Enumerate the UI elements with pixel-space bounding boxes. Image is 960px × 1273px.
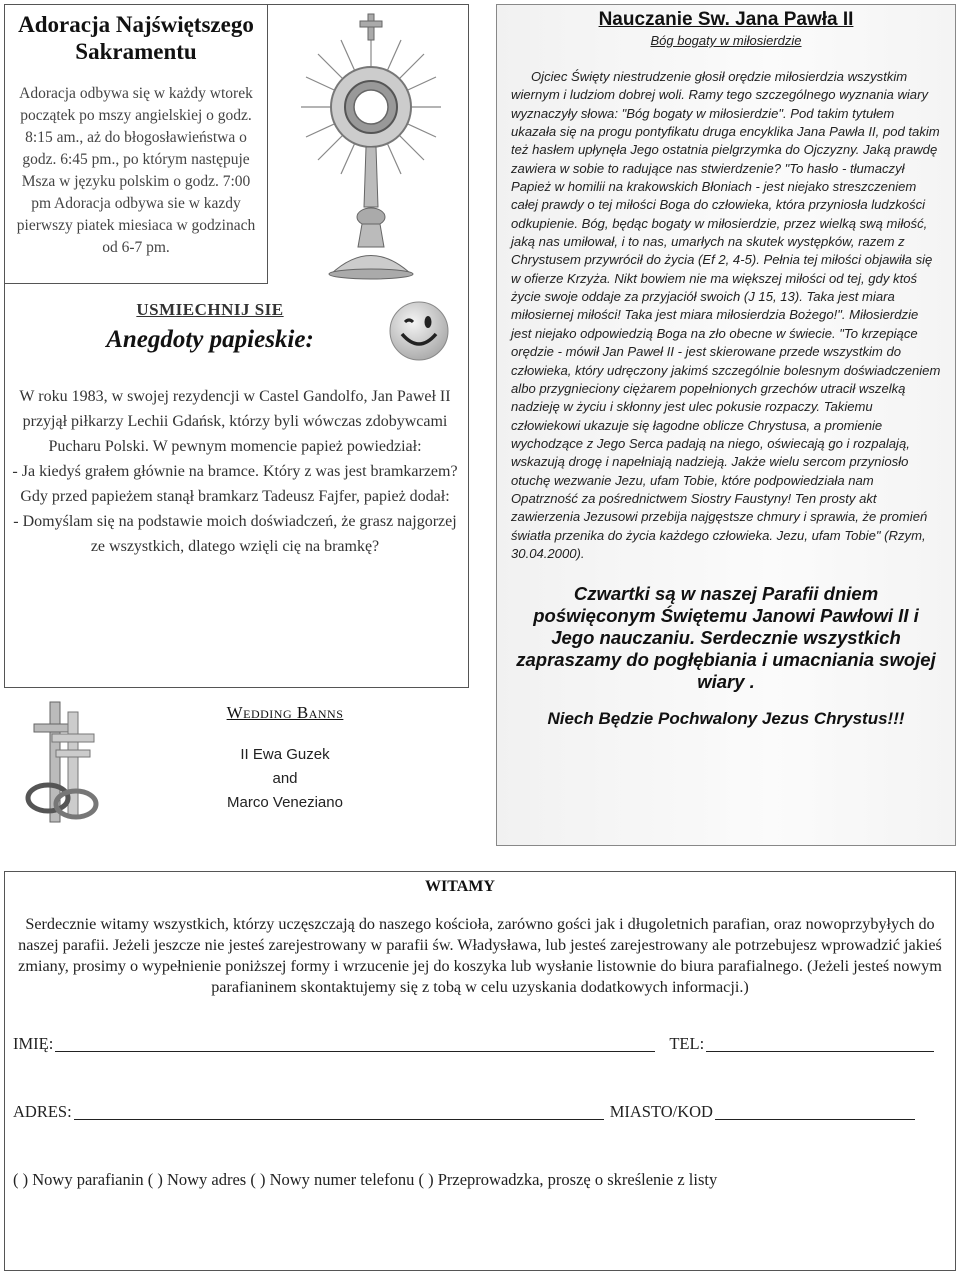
- welcome-text: Serdecznie witamy wszystkich, którzy uczęszczają do naszego kościoła, zarówno gości jak i długoletnich parafian, oraz nowoprzybyłych do naszej parafii. Jeżeli jeszcze nie jesteś zarejestrowany w parafii św. Władysława, lub jesteś zarejestrowany ale potrzebujesz wprowadzić jakieś zmiany, prosimy o wypełnienie poniższej formy i wrzucenie jej do koszyka lub wysłanie listownie do biura parafialnego. (Jeżeli jesteś nowym parafianinem skontaktujemy się z tobą w celu uzyskania dodatkowych informacji.): [18, 915, 942, 996]
- joke-paragraph: - Domyślam się na podstawie moich doświadczeń, że grasz najgorzej ze wszystkich, dlatego wzięli cię na bramkę?: [13, 513, 457, 555]
- adoration-text: Adoracja odbywa się w każdy wtorek początek po mszy angielskiej o godz. 8:15 am., aż do błogosławieństwa o godz. 6:45 pm., po którym następuje Msza w języku polskim o godz. 7:00 pm Adoracja odbywa sie w kazdy pierwszy piatek miesiaca w godzinach od 6-7 pm.: [16, 85, 256, 256]
- joke-title: USMIECHNIJ SIE: [136, 300, 284, 319]
- options-text[interactable]: ( ) Nowy parafianin ( ) Nowy adres ( ) Nowy numer telefonu ( ) Przeprowadzka, proszę o skreślenie z listy: [13, 1170, 718, 1189]
- city-label: MIASTO/KOD: [609, 1102, 713, 1121]
- city-field[interactable]: [715, 1102, 915, 1120]
- smiley-icon: [388, 300, 450, 362]
- address-city-row: [13, 1102, 921, 1122]
- name-field[interactable]: [55, 1034, 655, 1052]
- teaching-blessing: Niech Będzie Pochwalony Jezus Chrystus!!!: [547, 709, 905, 729]
- cross-rings-image: [20, 700, 110, 830]
- name-label: IMIĘ:: [13, 1034, 54, 1053]
- address-field[interactable]: [74, 1102, 604, 1120]
- banns-line: Marco Veneziano: [227, 794, 343, 811]
- banns-title: Wedding Banns: [226, 703, 344, 722]
- teaching-title: Nauczanie Sw. Jana Pawła II: [598, 9, 854, 30]
- monstrance-image: [296, 12, 446, 280]
- joke-subtitle: Anegdoty papieskie:: [106, 326, 314, 353]
- teaching-closing: Czwartki są w naszej Parafii dniem poświęconym Świętemu Janowi Pawłowi II i Jego nauczaniu. Serdecznie wszystkich zapraszamy do pogłębiania i umacniania swojej wiary .: [516, 583, 936, 693]
- adoration-box: [4, 4, 268, 284]
- joke-paragraph: - Ja kiedyś grałem głównie na bramce. Który z was jest bramkarzem?: [12, 463, 458, 480]
- welcome-title: WITAMY: [425, 878, 495, 895]
- address-label: ADRES:: [13, 1102, 72, 1121]
- name-tel-row: [13, 1034, 940, 1054]
- tel-label: TEL:: [669, 1034, 705, 1053]
- teaching-body: Ojciec Święty niestrudzenie głosił orędzie miłosierdzia wszystkim wiernym i ludziom dobrej woli. Ramy tego szczególnego wyznania wiary wyznaczyły słowa: "Bóg bogaty w miłosierdzie". Pod takim tytułem ukazała się na progu pontyfikatu druga encyklika Jana Pawła II, pod takim też hasłem upłynęła Jego ostatnia pielgrzymka do Ojczyzny. Jaką prawdę zawiera w sobie to radujące nas stwierdzenie? "To hasło - tłumaczył Papież w homilii na krakowskich Błoniach - jest niejako streszczeniem całej prawdy o tej miłości Boga do człowieka, która przyniosła ludzkości odkupienie. Bóg, będąc bogaty w miłosierdzie, przez wielką swą miłość, jaką nas umiłował, i to nas, umarłych na skutek występków, razem z Chrystusem przywrócił do życia (Ef 2, 4-5). Pełnia tej miłości objawiła się w ofierze Krzyża. Nikt bowiem nie ma większej miłości od tej, gdy ktoś życie swoje oddaje za przyjaciół swoich (J 15, 13). Taka jest miara miłosiernej miłości! Taka jest miara miłosierdzia Bożego!". Miłosierdzie jest niejako odpowiedzią Boga na zło obecne w świecie. "To krzepiące orędzie - mówił Jan Paweł II - jest skierowane przede wszystkim do człowieka, który udręczony jakimś szczególnie bolesnym doświadczeniem albo przygnieciony ciężarem popełnionych grzechów utracił wszelką nadzieję w życiu i skłonny jest ulec pokusie rozpaczy. Takiemu człowiekowi ukazuje się łagodne oblicze Chrystusa, a promienie wychodzące z Jego Serca padają na niego, oświecają go i rozpalają, wskazują drogę i napełniają nadzieją. Jakże wielu sercom przyniosło otuchę wezwanie Jezu, ufam Tobie, które podpowiedziała nam Opatrzność za pośrednictwem Siostry Faustyny! Ten prosty akt zawierzenia Jezusowi przebija najgęstsze chmury i sprawia, że promień światła przenika do życia każdego człowieka. Jezu, ufam Tobie" (Rzym, 30.04.2000).: [511, 69, 941, 561]
- welcome-box: [4, 871, 956, 1271]
- teaching-box: [496, 4, 956, 846]
- adoration-title: Adoracja Najświętszego Sakramentu: [18, 12, 254, 64]
- options-row: [13, 1170, 717, 1190]
- wedding-banns: [170, 703, 400, 815]
- teaching-subtitle: Bóg bogaty w miłosierdzie: [650, 33, 802, 48]
- banns-line: and: [272, 770, 298, 787]
- tel-field[interactable]: [706, 1034, 934, 1052]
- joke-text: [10, 384, 460, 559]
- joke-paragraph: Gdy przed papieżem stanął bramkarz Tadeusz Fajfer, papież dodał:: [20, 488, 450, 505]
- joke-paragraph: W roku 1983, w swojej rezydencji w Castel Gandolfo, Jan Paweł II przyjął piłkarzy Lechii Gdańsk, którzy byli wówczas zdobywcami Pucharu Polski. W pewnym momencie papież powiedział:: [19, 388, 451, 455]
- banns-line: II Ewa Guzek: [240, 746, 330, 763]
